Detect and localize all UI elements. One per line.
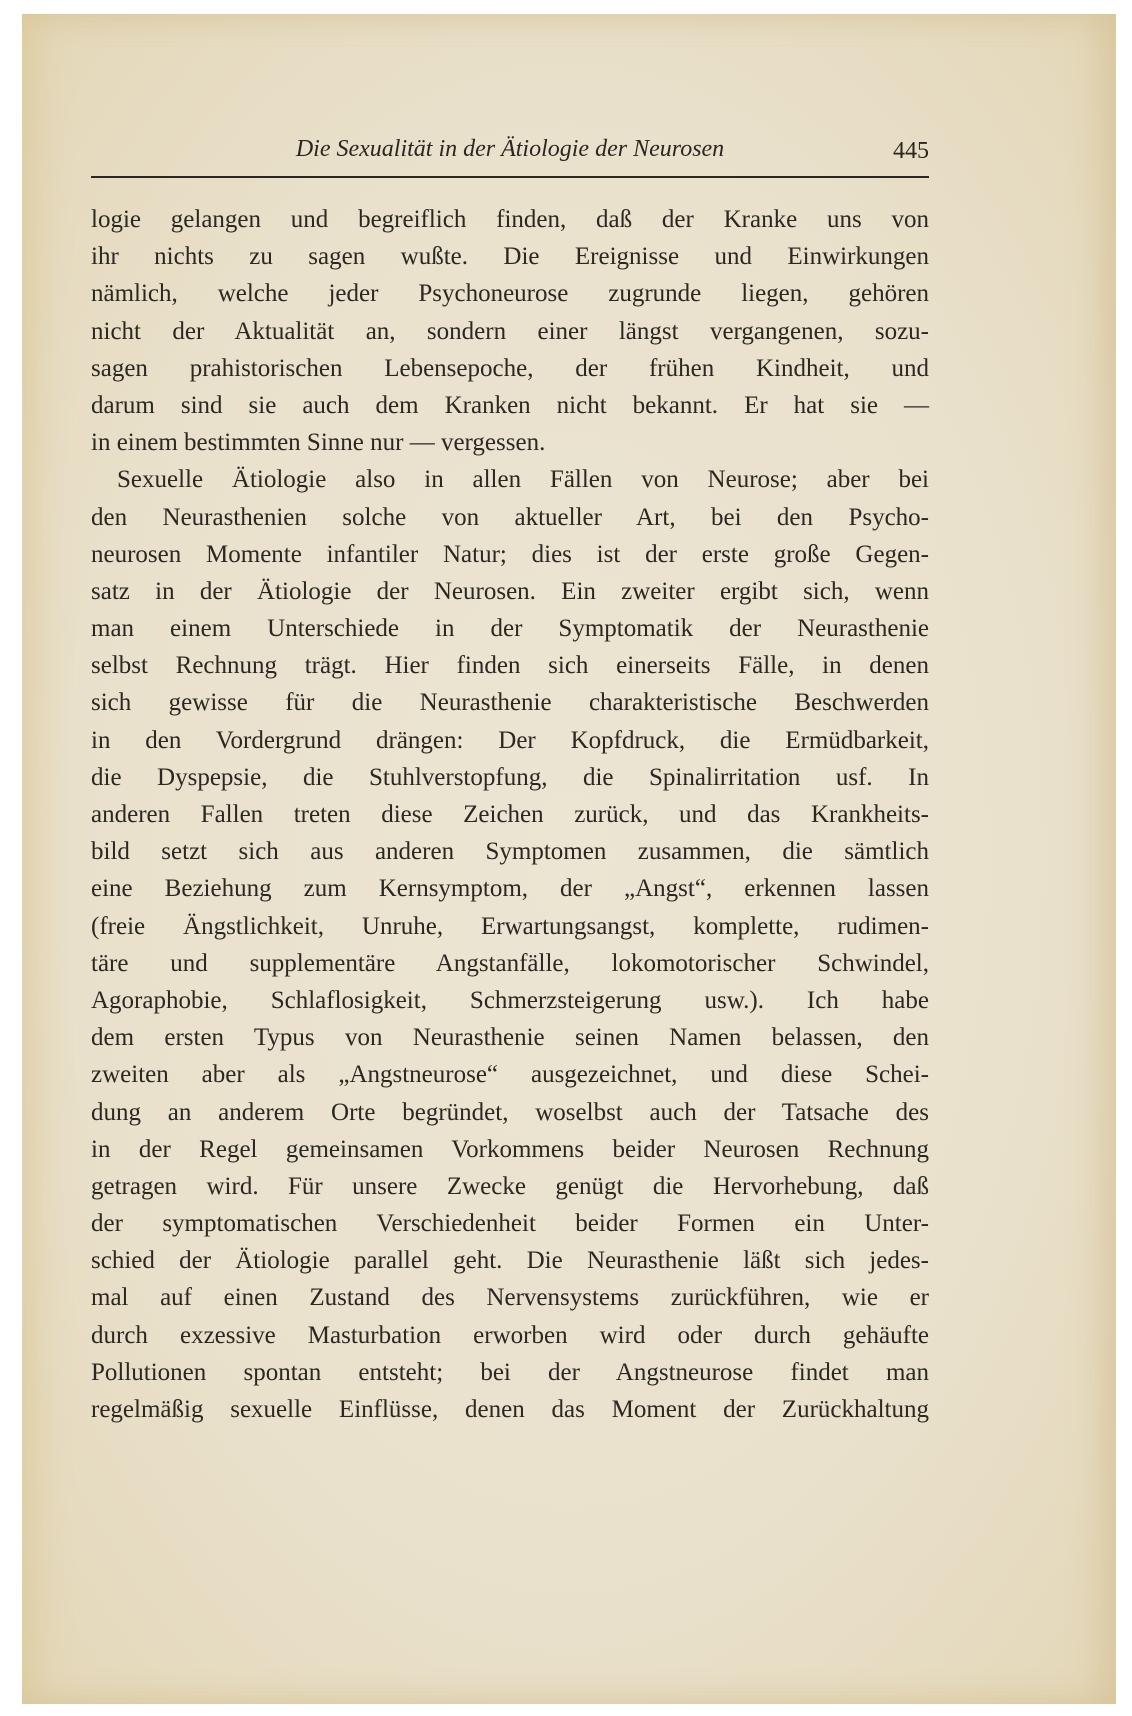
text-line: schied der Ätiologie parallel geht. Die Neurasthenie läßt sich jedes- <box>91 1247 929 1275</box>
text-line: bild setzt sich aus anderen Symptomen zusammen, die sämtlich <box>91 838 929 866</box>
paragraph <box>91 201 929 461</box>
running-title: Die Sexualität in der Ätiologie der Neurosen <box>295 136 725 162</box>
header-rule <box>91 176 929 178</box>
text-line: in der Regel gemeinsamen Vorkommens beider Neurosen Rechnung <box>91 1135 929 1163</box>
text-line: regelmäßig sexuelle Einflüsse, denen das Moment der Zurückhaltung <box>91 1396 929 1423</box>
text-line: selbst Rechnung trägt. Hier finden sich einerseits Fälle, in denen <box>91 652 929 680</box>
text-line: in einem bestimmten Sinne nur — vergessen. <box>91 429 546 457</box>
text-line: man einem Unterschiede in der Symptomatik der Neurasthenie <box>91 615 929 643</box>
text-line: der symptomatischen Verschiedenheit beider Formen ein Unter- <box>91 1210 929 1238</box>
text-line: anderen Fallen treten diese Zeichen zurück, und das Krankheits- <box>91 801 929 828</box>
text-line: Sexuelle Ätiologie also in allen Fällen von Neurose; aber bei <box>117 466 929 494</box>
text-line: sich gewisse für die Neurasthenie charakteristische Beschwerden <box>91 689 929 717</box>
text-line: getragen wird. Für unsere Zwecke genügt die Hervorhebung, daß <box>91 1172 929 1200</box>
text-line: durch exzessive Masturbation erworben wird oder durch gehäufte <box>91 1321 929 1349</box>
text-line: neurosen Momente infantiler Natur; dies ist der erste große Gegen- <box>91 540 929 568</box>
text-line: Agoraphobie, Schlaflosigkeit, Schmerzsteigerung usw.). Ich habe <box>91 986 929 1014</box>
text-line: den Neurasthenien solche von aktueller Art, bei den Psycho- <box>91 503 929 531</box>
text-line: sagen prahistorischen Lebensepoche, der frühen Kindheit, und <box>91 354 929 382</box>
text-line: eine Beziehung zum Kernsymptom, der „Angst“, erkennen lassen <box>91 875 929 903</box>
running-header <box>91 136 929 176</box>
text-line: mal auf einen Zustand des Nervensystems zurückführen, wie er <box>91 1284 929 1312</box>
text-line: logie gelangen und begreiflich finden, daß der Kranke uns von <box>91 206 929 233</box>
paragraph <box>91 461 929 1428</box>
body-text <box>91 201 929 1428</box>
text-line: zweiten aber als „Angstneurose“ ausgezeichnet, und diese Schei- <box>91 1061 929 1089</box>
text-line: nicht der Aktualität an, sondern einer längst vergangenen, sozu- <box>91 317 929 345</box>
text-line: in den Vordergrund drängen: Der Kopfdruck, die Ermüdbarkeit, <box>91 726 929 754</box>
text-line: nämlich, welche jeder Psychoneurose zugrunde liegen, gehören <box>91 280 929 308</box>
text-line: darum sind sie auch dem Kranken nicht bekannt. Er hat sie — <box>91 391 929 419</box>
text-line: die Dyspepsie, die Stuhlverstopfung, die Spinalirritation usf. In <box>91 763 929 791</box>
text-line: Pollutionen spontan entsteht; bei der Angstneurose findet man <box>91 1358 929 1386</box>
text-line: täre und supplementäre Angstanfälle, lokomotorischer Schwindel, <box>91 949 929 977</box>
text-line: satz in der Ätiologie der Neurosen. Ein zweiter ergibt sich, wenn <box>91 577 929 605</box>
text-line: (freie Ängstlichkeit, Unruhe, Erwartungsangst, komplette, rudimen- <box>91 912 929 940</box>
text-line: dung an anderem Orte begründet, woselbst auch der Tatsache des <box>91 1098 929 1126</box>
text-line: ihr nichts zu sagen wußte. Die Ereignisse und Einwirkungen <box>91 243 929 271</box>
text-line: dem ersten Typus von Neurasthenie seinen Namen belassen, den <box>91 1024 929 1052</box>
page-number: 445 <box>893 138 929 164</box>
